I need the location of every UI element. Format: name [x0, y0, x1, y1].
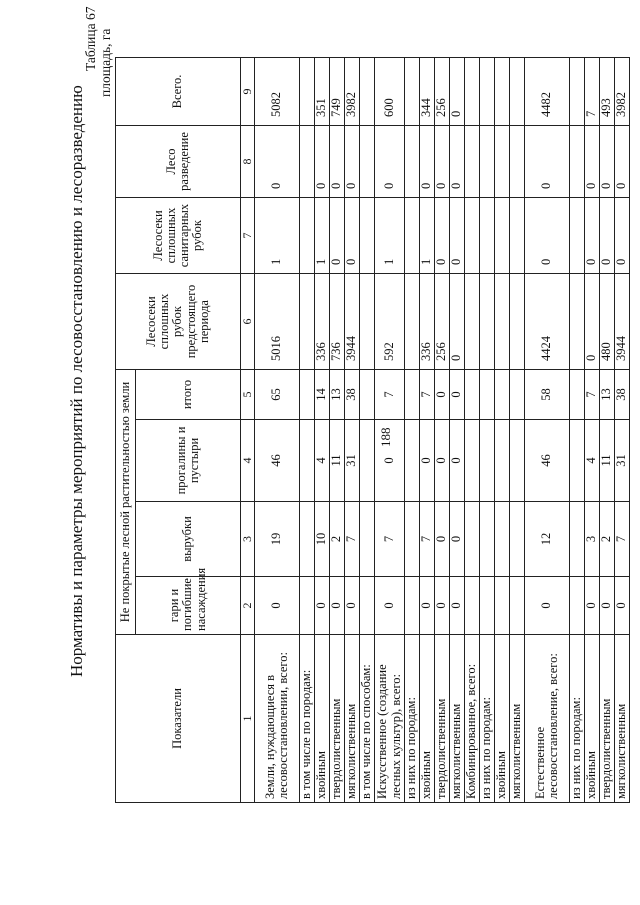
- row-value: 58: [525, 370, 570, 420]
- page-number: 188: [378, 427, 393, 447]
- row-value: 46: [525, 420, 570, 502]
- row-label: хвойным: [315, 635, 330, 803]
- column-number: 6: [241, 274, 255, 370]
- column-number: 9: [241, 58, 255, 126]
- header-burned: гари и погибшие насаждения: [136, 577, 241, 635]
- row-value: 10: [315, 502, 330, 577]
- row-value: 351: [315, 58, 330, 126]
- row-value: [300, 370, 315, 420]
- row-value: 480: [600, 274, 615, 370]
- table-row: [315, 58, 330, 803]
- row-value: 336: [315, 274, 330, 370]
- row-value: [300, 577, 315, 635]
- row-value: 0: [525, 198, 570, 274]
- table-row: [330, 58, 345, 803]
- row-value: 0: [345, 198, 360, 274]
- row-value: 0: [435, 420, 450, 502]
- row-value: 0: [255, 126, 300, 198]
- row-value: [570, 126, 585, 198]
- row-value: [300, 126, 315, 198]
- row-value: 0: [450, 126, 465, 198]
- row-value: 13: [330, 370, 345, 420]
- row-value: [465, 274, 480, 370]
- table-row: [495, 58, 510, 803]
- row-value: 38: [345, 370, 360, 420]
- row-label: хвойным: [585, 635, 600, 803]
- row-value: 11: [330, 420, 345, 502]
- row-value: 7: [345, 502, 360, 577]
- table-row: [255, 58, 300, 803]
- row-value: 0: [375, 126, 405, 198]
- row-value: 749: [330, 58, 345, 126]
- row-value: 0: [435, 198, 450, 274]
- row-value: 4424: [525, 274, 570, 370]
- header-total: итого: [136, 370, 241, 420]
- row-value: [570, 502, 585, 577]
- row-value: 3944: [615, 274, 630, 370]
- row-value: 0: [615, 198, 630, 274]
- row-value: 0: [345, 577, 360, 635]
- header-afforestation: Лесо разведение: [116, 126, 241, 198]
- row-value: 0: [450, 58, 465, 126]
- column-number: 3: [241, 502, 255, 577]
- table-row: [480, 58, 495, 803]
- row-value: 3944: [345, 274, 360, 370]
- row-value: 0: [315, 126, 330, 198]
- row-label: твердолиственным: [600, 635, 615, 803]
- row-value: [480, 577, 495, 635]
- row-value: [480, 420, 495, 502]
- row-value: 1: [375, 198, 405, 274]
- row-value: [495, 274, 510, 370]
- row-value: [405, 370, 420, 420]
- row-value: [300, 274, 315, 370]
- table-row: [510, 58, 525, 803]
- row-value: [465, 420, 480, 502]
- row-value: [360, 198, 375, 274]
- header-glades: прогалины и пустыри: [136, 420, 241, 502]
- row-value: [300, 198, 315, 274]
- row-value: [360, 502, 375, 577]
- column-number: 8: [241, 126, 255, 198]
- row-value: [510, 58, 525, 126]
- row-value: [570, 577, 585, 635]
- row-value: 38: [615, 370, 630, 420]
- row-value: [465, 126, 480, 198]
- row-value: 0: [450, 502, 465, 577]
- row-value: [300, 58, 315, 126]
- table-unit: площадь, га: [98, 28, 113, 97]
- row-value: 1: [315, 198, 330, 274]
- row-value: 7: [585, 370, 600, 420]
- row-value: 0: [315, 577, 330, 635]
- row-value: [360, 126, 375, 198]
- row-value: [480, 370, 495, 420]
- row-value: [510, 198, 525, 274]
- row-value: [480, 126, 495, 198]
- row-value: 7: [615, 502, 630, 577]
- row-value: 2: [330, 502, 345, 577]
- row-value: [405, 126, 420, 198]
- row-value: [465, 58, 480, 126]
- table-row: [420, 58, 435, 803]
- row-value: [480, 198, 495, 274]
- table-row: [570, 58, 585, 803]
- row-value: 19: [255, 502, 300, 577]
- row-label: Естественное лесовосстановление, всего:: [525, 635, 570, 803]
- row-value: [570, 420, 585, 502]
- row-value: 7: [420, 502, 435, 577]
- row-value: 0: [585, 274, 600, 370]
- row-label: из них по породам:: [405, 635, 420, 803]
- row-label: в том числе по способам:: [360, 635, 375, 803]
- row-value: 0: [435, 126, 450, 198]
- row-value: [480, 502, 495, 577]
- row-value: 7: [375, 370, 405, 420]
- row-value: 1: [255, 198, 300, 274]
- row-value: 7: [585, 58, 600, 126]
- row-label: мягколиственным: [450, 635, 465, 803]
- row-value: [360, 274, 375, 370]
- row-value: 0: [615, 577, 630, 635]
- row-value: [405, 198, 420, 274]
- row-value: 5082: [255, 58, 300, 126]
- row-value: 3982: [345, 58, 360, 126]
- row-value: [510, 126, 525, 198]
- row-label: хвойным: [420, 635, 435, 803]
- row-value: 0: [330, 126, 345, 198]
- row-value: [495, 420, 510, 502]
- row-value: 0: [420, 577, 435, 635]
- row-value: 0: [345, 126, 360, 198]
- measures-table: [115, 57, 630, 803]
- row-value: 2: [600, 502, 615, 577]
- row-value: 0: [420, 126, 435, 198]
- row-value: [405, 577, 420, 635]
- row-value: 13: [600, 370, 615, 420]
- row-value: 600: [375, 58, 405, 126]
- row-value: 336: [420, 274, 435, 370]
- row-value: [360, 420, 375, 502]
- row-label: Искусственное (создание лесных культур), всего:: [375, 635, 405, 803]
- row-value: [300, 420, 315, 502]
- row-label: из них по породам:: [570, 635, 585, 803]
- row-value: [510, 577, 525, 635]
- row-value: 256: [435, 58, 450, 126]
- table-row: [465, 58, 480, 803]
- row-value: [495, 126, 510, 198]
- row-value: [570, 58, 585, 126]
- row-value: 0: [450, 198, 465, 274]
- header-all: Всего.: [116, 58, 241, 126]
- row-value: 0: [435, 577, 450, 635]
- row-value: 256: [435, 274, 450, 370]
- row-value: [495, 370, 510, 420]
- row-value: 0: [450, 370, 465, 420]
- row-value: 31: [615, 420, 630, 502]
- row-value: 0: [525, 577, 570, 635]
- row-value: 736: [330, 274, 345, 370]
- row-value: 12: [525, 502, 570, 577]
- row-value: 0: [435, 370, 450, 420]
- column-number-row: [241, 58, 255, 803]
- row-value: 493: [600, 58, 615, 126]
- row-value: [510, 370, 525, 420]
- row-value: 7: [420, 370, 435, 420]
- row-value: [495, 198, 510, 274]
- row-value: [480, 58, 495, 126]
- row-value: 5016: [255, 274, 300, 370]
- document-title: Нормативы и параметры мероприятий по лесовосстановлению и лесоразведению: [67, 85, 86, 677]
- row-value: [570, 274, 585, 370]
- row-value: 11: [600, 420, 615, 502]
- header-clear-cut-future: Лесосеки сплошных рубок предстоящего периода: [116, 274, 241, 370]
- row-value: 592: [375, 274, 405, 370]
- row-label: мягколиственным: [345, 635, 360, 803]
- table-row: [600, 58, 615, 803]
- row-value: 0: [450, 274, 465, 370]
- table-row: [615, 58, 630, 803]
- row-value: [465, 502, 480, 577]
- row-value: 1: [420, 198, 435, 274]
- table-row: [345, 58, 360, 803]
- row-value: [360, 58, 375, 126]
- row-value: 0: [600, 126, 615, 198]
- row-label: Комбинированное, всего:: [465, 635, 480, 803]
- header-sanitary-cut: Лесосеки сплошных санитарных рубок: [116, 198, 241, 274]
- row-label: мягколиственным: [510, 635, 525, 803]
- row-value: [510, 274, 525, 370]
- row-value: [405, 420, 420, 502]
- header-unforested-group: Не покрытые лесной растительностью земли: [116, 370, 136, 635]
- row-value: 7: [375, 502, 405, 577]
- table-row: [300, 58, 315, 803]
- row-value: 31: [345, 420, 360, 502]
- row-value: 4: [585, 420, 600, 502]
- row-value: [570, 198, 585, 274]
- column-number: 2: [241, 577, 255, 635]
- row-value: 3982: [615, 58, 630, 126]
- row-value: [360, 577, 375, 635]
- row-value: 0: [525, 126, 570, 198]
- column-number: 5: [241, 370, 255, 420]
- header-clearings: вырубки: [136, 502, 241, 577]
- row-value: 0: [375, 420, 405, 502]
- row-value: [510, 502, 525, 577]
- row-value: 0: [255, 577, 300, 635]
- row-value: 0: [330, 198, 345, 274]
- row-value: [465, 198, 480, 274]
- row-label: в том числе по породам:: [300, 635, 315, 803]
- row-value: 0: [450, 420, 465, 502]
- row-value: [495, 58, 510, 126]
- row-value: 0: [375, 577, 405, 635]
- row-value: [465, 577, 480, 635]
- row-value: 0: [435, 502, 450, 577]
- row-label: хвойным: [495, 635, 510, 803]
- table-row: [525, 58, 570, 803]
- header-indicators: Показатели: [116, 635, 241, 803]
- column-number: 1: [241, 635, 255, 803]
- row-label: мягколиственным: [615, 635, 630, 803]
- row-value: [405, 58, 420, 126]
- table-body: [255, 58, 630, 803]
- row-value: [360, 370, 375, 420]
- row-value: [405, 502, 420, 577]
- row-value: 3: [585, 502, 600, 577]
- row-value: 0: [615, 126, 630, 198]
- row-value: 0: [600, 577, 615, 635]
- row-value: 344: [420, 58, 435, 126]
- row-value: 0: [420, 420, 435, 502]
- row-label: твердолиственным: [330, 635, 345, 803]
- row-value: 0: [600, 198, 615, 274]
- row-value: [480, 274, 495, 370]
- row-value: 0: [585, 577, 600, 635]
- row-label: из них по породам:: [480, 635, 495, 803]
- row-value: [300, 502, 315, 577]
- row-value: [570, 370, 585, 420]
- row-value: 0: [585, 126, 600, 198]
- row-value: [510, 420, 525, 502]
- row-label: твердолиственным: [435, 635, 450, 803]
- table-row: [450, 58, 465, 803]
- table-name: Таблица 67: [83, 6, 98, 71]
- row-value: 0: [585, 198, 600, 274]
- row-value: 46: [255, 420, 300, 502]
- table-row: [405, 58, 420, 803]
- row-value: 14: [315, 370, 330, 420]
- row-value: 4482: [525, 58, 570, 126]
- table-row: [585, 58, 600, 803]
- column-number: 4: [241, 420, 255, 502]
- column-number: 7: [241, 198, 255, 274]
- row-value: 0: [450, 577, 465, 635]
- table-row: [435, 58, 450, 803]
- table-row: [360, 58, 375, 803]
- row-value: 4: [315, 420, 330, 502]
- row-value: [405, 274, 420, 370]
- row-label: Земли, нуждающиеся в лесовосстановлении, всего:: [255, 635, 300, 803]
- row-value: [495, 577, 510, 635]
- row-value: 65: [255, 370, 300, 420]
- row-value: [465, 370, 480, 420]
- row-value: [495, 502, 510, 577]
- row-value: 0: [330, 577, 345, 635]
